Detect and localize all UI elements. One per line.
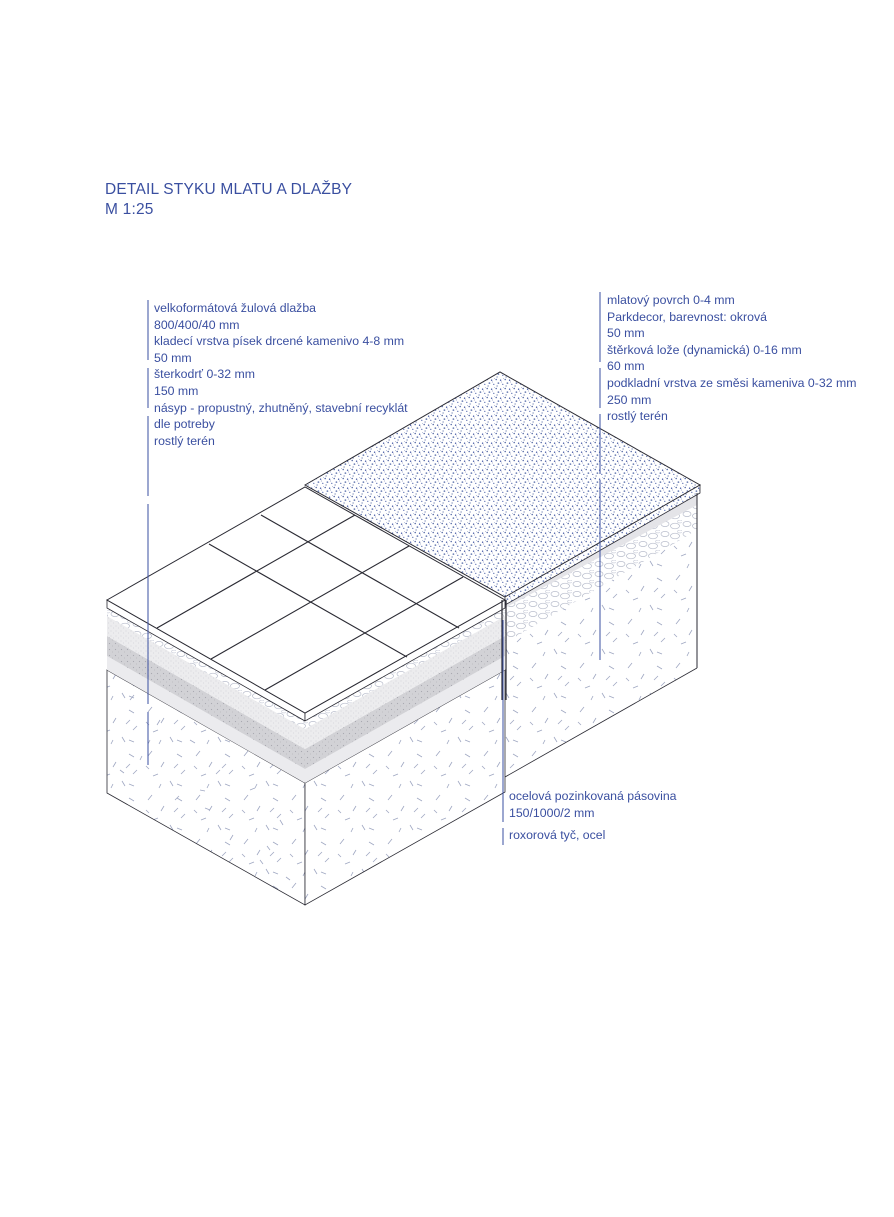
label-subgrade-right: rostlý terén <box>607 409 668 424</box>
label-steel-strip: ocelová pozinkovaná pásovina <box>509 789 677 803</box>
mlat-layer-labels <box>607 292 856 425</box>
label-crushed-stone-thickness: 150 mm <box>154 383 199 398</box>
drawing-title <box>105 180 352 220</box>
label-mlat-product: Parkdecor, barevnost: okrová <box>607 309 767 324</box>
scale-line: M 1:25 <box>105 201 154 218</box>
label-base-course-thickness: 250 mm <box>607 392 652 407</box>
label-paving-size: 800/400/40 mm <box>154 317 240 332</box>
label-gravel-bed: štěrková lože (dynamická) 0-16 mm <box>607 342 802 357</box>
label-bedding-layer: kladecí vrstva písek drcené kamenivo 4-8 mm <box>154 334 405 349</box>
label-subgrade-left: rostlý terén <box>154 433 215 448</box>
label-bedding-thickness: 50 mm <box>154 350 192 365</box>
label-paving-material: velkoformátová žulová dlažba <box>154 301 316 315</box>
title-line: DETAIL STYKU MLATU A DLAŽBY <box>105 181 353 198</box>
edging-labels <box>509 788 677 844</box>
paving-layer-labels <box>154 300 408 449</box>
label-gravel-bed-thickness: 60 mm <box>607 359 645 374</box>
label-steel-strip-size: 150/1000/2 mm <box>509 805 595 820</box>
label-fill-note: dle potreby <box>154 417 215 432</box>
label-base-course: podkladní vrstva ze směsi kameniva 0-32 mm <box>607 375 857 390</box>
label-mlat-thickness: 50 mm <box>607 326 645 341</box>
label-mlat-surface: mlatový povrch 0-4 mm <box>607 293 735 307</box>
label-rod: roxorová tyč, ocel <box>509 828 606 843</box>
label-fill-layer: násyp - propustný, zhutněný, stavební recyklát <box>154 400 408 415</box>
label-crushed-stone: šterkodrť 0-32 mm <box>154 367 255 382</box>
